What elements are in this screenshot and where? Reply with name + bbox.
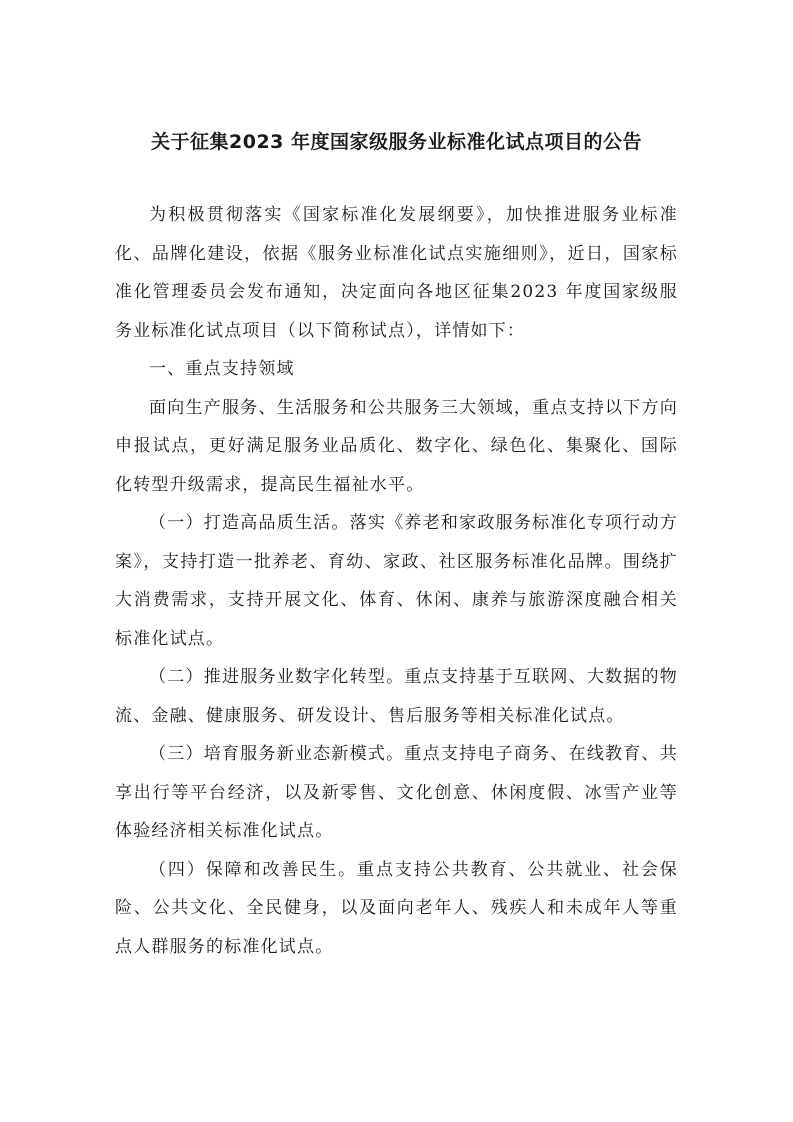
paragraph-key-areas: 面向生产服务、生活服务和公共服务三大领域，重点支持以下方向申报试点，更好满足服务业品质化、数字化、绿色化、集聚化、国际化转型升级需求，提高民生福祉水平。: [115, 397, 678, 495]
paragraph-item-1: （一）打造高品质生活。落实《养老和家政服务标准化专项行动方案》，支持打造一批养老、育幼、家政、社区服务标准化品牌。围绕扩大消费需求，支持开展文化、体育、休闲、康养与旅游深度融合相关标准化试点。: [115, 513, 678, 649]
paragraph-item-3: （三）培育服务新业态新模式。重点支持电子商务、在线教育、共享出行等平台经济，以及新零售、文化创意、休闲度假、冰雪产业等体验经济相关标准化试点。: [115, 744, 678, 841]
document-title: 关于征集2023 年度国家级服务业标准化试点项目的公告: [151, 131, 642, 153]
section-heading-key-areas: 一、重点支持领域: [149, 359, 295, 379]
paragraph-item-4: （四）保障和改善民生。重点支持公共教育、公共就业、社会保险、公共文化、全民健身，以及面向老年人、残疾人和未成年人等重点人群服务的标准化试点。: [115, 859, 678, 957]
paragraph-item-2: （二）推进服务业数字化转型。重点支持基于互联网、大数据的物流、金融、健康服务、研发设计、售后服务等相关标准化试点。: [115, 667, 678, 726]
document-body: [115, 196, 678, 966]
paragraph-intro: 为积极贯彻落实《国家标准化发展纲要》，加快推进服务业标准化、品牌化建设，依据《服务业标准化试点实施细则》，近日，国家标准化管理委员会发布通知，决定面向各地区征集2023 年度国家级服务业标准化试点项目（以下简称试点），详情如下：: [115, 205, 678, 341]
